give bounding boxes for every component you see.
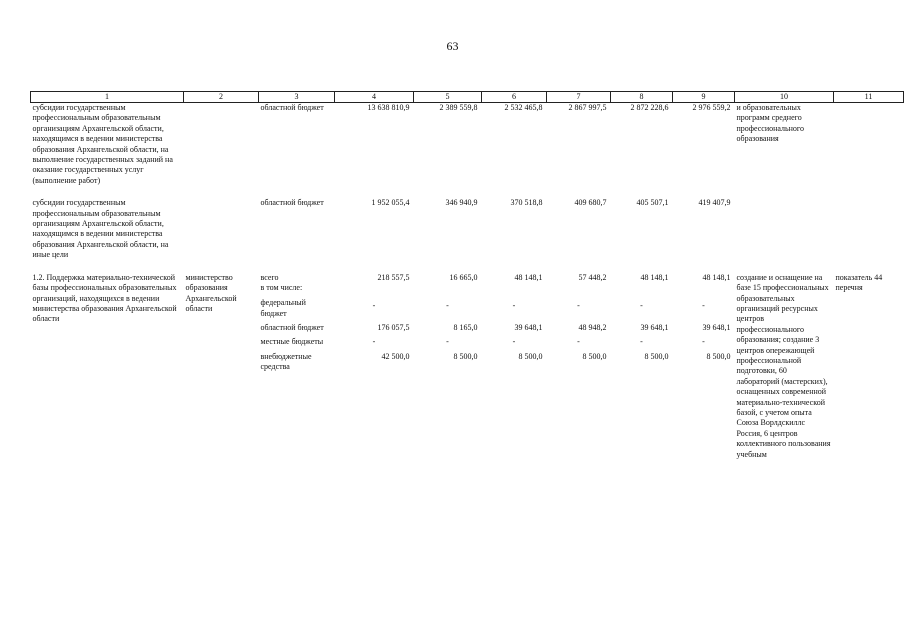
value-year: 346 940,9 <box>445 198 478 208</box>
executor <box>184 103 259 187</box>
value-year: 2 389 559,8 <box>439 103 478 112</box>
value-year: 8 500,0 <box>644 351 669 361</box>
header-cell: 1 <box>31 92 184 103</box>
value-total: 1 952 055,4 <box>371 198 410 208</box>
value-year: 39 648,1 <box>640 322 669 332</box>
expected-result: создание и оснащение на базе 15 профессиональных образовательных организаций ресурсных центров профессионального образования; создание 3 центров опережающей профессиональной подготовки, 60 лабораторий (мастерских), оснащенных современной материально-технической базой, с учетом опыта Союза Ворлдскиллс Россия, 6 центров коллективного пользования учебным <box>736 272 831 459</box>
value-year: 8 500,0 <box>706 351 731 361</box>
value-year: 2 976 559,2 <box>692 103 731 112</box>
value-total: - <box>372 301 376 311</box>
value-year: 48 148,1 <box>640 272 669 282</box>
funding-source: всего <box>260 272 279 282</box>
value-year: 2 532 465,8 <box>504 103 543 112</box>
header-cell: 2 <box>184 92 259 103</box>
value-year: 419 407,9 <box>698 198 731 208</box>
value-year <box>673 283 735 298</box>
header-cell: 6 <box>482 92 547 103</box>
value-year: 48 148,1 <box>702 272 731 282</box>
funding-source: областной бюджет <box>260 322 324 332</box>
value-year: 48 948,2 <box>578 322 607 332</box>
table-row <box>31 273 904 283</box>
funding-source: областной бюджет <box>260 103 324 112</box>
value-year: - <box>640 337 643 347</box>
funding-source: местные бюджеты <box>260 337 324 347</box>
value-year <box>611 283 673 298</box>
table-row <box>31 103 904 187</box>
value-year: 48 148,1 <box>514 272 543 282</box>
value-year: 8 500,0 <box>582 351 607 361</box>
value-total: 176 057,5 <box>377 322 410 332</box>
value-year: 39 648,1 <box>702 322 731 332</box>
funding-source: областной бюджет <box>260 198 324 208</box>
value-year <box>414 283 482 298</box>
value-year: 409 680,7 <box>574 198 607 208</box>
value-year: - <box>512 301 516 311</box>
value-year: - <box>640 301 643 311</box>
header-cell: 8 <box>611 92 673 103</box>
value-year <box>482 283 547 298</box>
header-cell: 10 <box>735 92 834 103</box>
header-cell: 5 <box>414 92 482 103</box>
value-year: 370 518,8 <box>510 198 543 208</box>
funding-source: в том числе: <box>260 283 303 293</box>
activity-name: 1.2. Поддержка материально-технической базы профессиональных образовательных организаций, находящихся в ведении министерства образования Архангельской области <box>32 272 177 324</box>
funding-source: внебюджетные средства <box>260 351 312 372</box>
header-cell: 7 <box>547 92 611 103</box>
value-year: - <box>702 337 705 347</box>
activity-name: субсидии государственным профессиональным образовательным организациям Архангельской области, находящимся в ведении министерства образования Архангельской области, на выполнение государственных заданий на оказание государственных услуг (выполнение работ) <box>32 103 173 185</box>
header-cell: 3 <box>259 92 335 103</box>
value-year: - <box>577 337 580 347</box>
expected-result: и образовательных программ среднего профессионального образования <box>736 103 805 144</box>
indicator <box>834 198 904 260</box>
activity-name: субсидии государственным профессиональным образовательным организациям Архангельской области, находящимся в ведении министерства образования Архангельской области, на иные цели <box>32 198 169 260</box>
value-year: 405 507,1 <box>636 198 669 208</box>
executor: министерство образования Архангельской области <box>185 272 237 313</box>
value-year: 8 500,0 <box>518 351 543 361</box>
indicator: показатель 44 перечня <box>835 272 883 293</box>
program-table <box>30 91 904 502</box>
value-year: 8 165,0 <box>453 322 478 332</box>
table-row <box>31 198 904 260</box>
expected-result <box>735 198 834 260</box>
value-year: - <box>702 301 705 311</box>
value-year: - <box>512 337 516 347</box>
value-year: 16 665,0 <box>449 272 478 282</box>
value-total: 42 500,0 <box>381 351 410 361</box>
value-year <box>547 283 611 298</box>
executor <box>184 198 259 260</box>
table-header-row <box>31 92 904 103</box>
value-year: - <box>446 337 449 347</box>
header-cell: 9 <box>673 92 735 103</box>
value-total: 218 557,5 <box>377 272 410 282</box>
page-number: 63 <box>446 39 459 53</box>
spacer-row <box>31 186 904 198</box>
value-year: 2 872 228,6 <box>630 103 669 112</box>
value-year: - <box>577 301 580 311</box>
value-year: 8 500,0 <box>453 351 478 361</box>
value-total <box>335 283 414 298</box>
value-year: 39 648,1 <box>514 322 543 332</box>
header-cell: 11 <box>834 92 904 103</box>
indicator <box>834 103 904 187</box>
spacer-row <box>31 261 904 273</box>
funding-source: федеральный бюджет <box>260 298 306 318</box>
value-year: 57 448,2 <box>578 272 607 282</box>
value-total: 13 638 810,9 <box>367 103 410 112</box>
value-total: - <box>372 337 376 347</box>
value-year: - <box>446 301 449 311</box>
value-year: 2 867 997,5 <box>568 103 607 112</box>
header-cell: 4 <box>335 92 414 103</box>
